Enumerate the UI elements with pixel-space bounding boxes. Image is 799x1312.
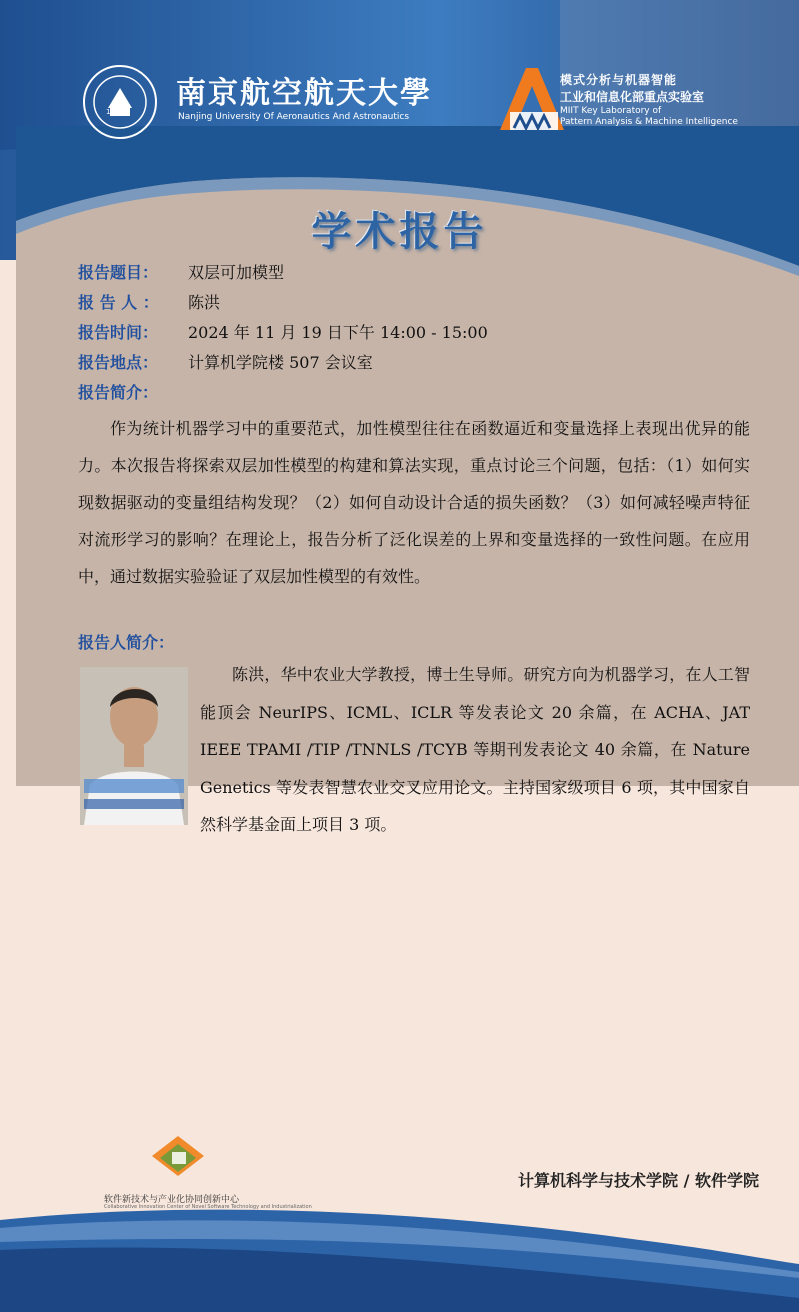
innovation-center-name-en: Collaborative Innovation Center of Novel Software Technology and Industrialization	[104, 1204, 312, 1210]
university-name-en: Nanjing University Of Aeronautics And Astronautics	[178, 112, 410, 122]
place-label: 报告地点：	[78, 353, 159, 372]
school-name: 计算机科学与技术学院 / 软件学院	[518, 1171, 759, 1190]
lab-name-line1: 模式分析与机器智能	[560, 73, 678, 87]
university-name-cn: 南京航空航天大學	[176, 76, 432, 111]
topic-label: 报告题目：	[78, 263, 159, 282]
time-value: 2024 年 11 月 19 日下午 14:00 - 15:00	[188, 323, 488, 342]
time-label: 报告时间：	[78, 323, 159, 342]
speaker-photo	[80, 667, 188, 825]
lab-name-en-line2: Pattern Analysis & Machine Intelligence	[560, 117, 738, 127]
university-seal-icon	[82, 64, 158, 140]
lab-name-en-line1: MIIT Key Laboratory of	[560, 106, 662, 116]
innovation-center-logo-icon	[150, 1134, 206, 1184]
seal-year: 1952	[106, 108, 124, 116]
footer-banner	[0, 1200, 799, 1312]
speaker-value: 陈洪	[188, 293, 221, 312]
abstract-label: 报告简介：	[78, 383, 159, 402]
topic-value: 双层可加模型	[188, 263, 285, 282]
page-title: 学术报告	[311, 208, 488, 255]
bio-text: 陈洪，华中农业大学教授，博士生导师。研究方向为机器学习，在人工智能顶会 NeurIPS、ICML、ICLR 等发表论文 20 余篇，在 ACHA、JAT IEEE TPAMI /TIP /TNNLS /TCYB 等期刊发表论文 40 余篇，在 Nature Genetics 等发表智慧农业交叉应用论文。主持国家级项目 6 项，其中国家自然科学基金面上项目 3 项。	[200, 665, 750, 834]
speaker-label: 报 告 人 ：	[78, 293, 159, 312]
bio-label: 报告人简介：	[78, 633, 175, 652]
innovation-center-name: 软件新技术与产业化协同创新中心	[104, 1195, 240, 1205]
place-value: 计算机学院楼 507 会议室	[188, 353, 373, 372]
abstract-text: 作为统计机器学习中的重要范式，加性模型往往在函数逼近和变量选择上表现出优异的能力。本次报告将探索双层加性模型的构建和算法实现，重点讨论三个问题，包括：（1）如何实现数据驱动的变量组结构发现？（2）如何自动设计合适的损失函数？（3）如何减轻噪声特征对流形学习的影响？在理论上，报告分析了泛化误差的上界和变量选择的一致性问题。在应用中，通过数据实验验证了双层加性模型的有效性。	[78, 419, 750, 586]
lab-name-line2: 工业和信息化部重点实验室	[560, 90, 705, 104]
